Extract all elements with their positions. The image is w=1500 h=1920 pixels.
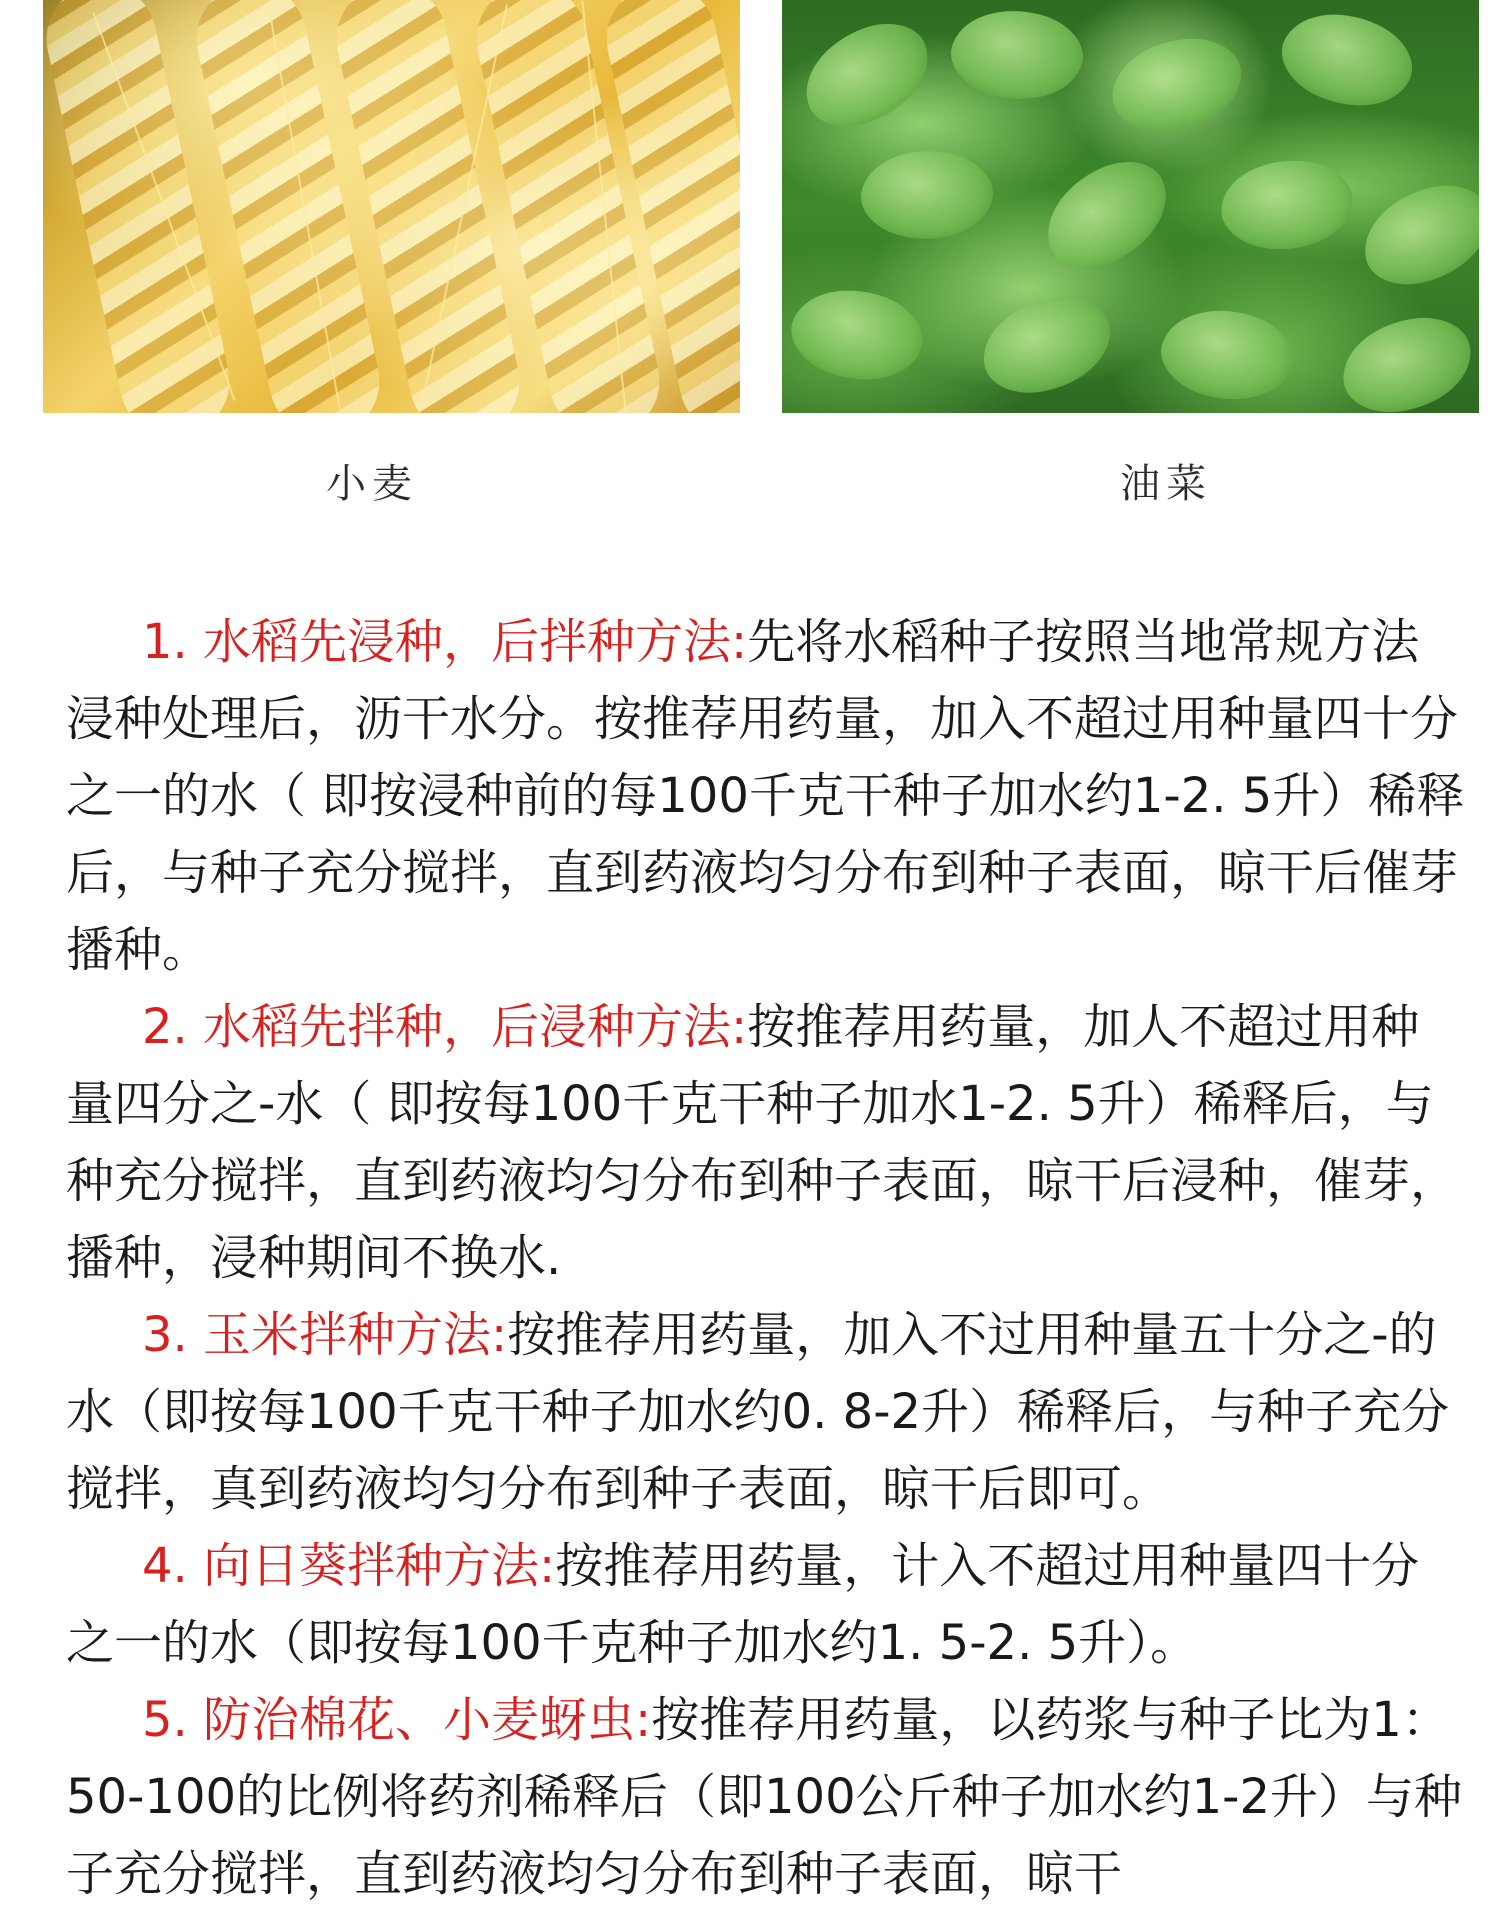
instruction-paragraph	[66, 1528, 1466, 1682]
instruction-text: 按推荐用药量，加人不超过用种量四分之-水（ 即按每100千克干种子加水1-2. 5升）稀释后，与种充分搅拌，直到药液均匀分布到种子表面，晾干后浸种，催芽，播种，浸种期间不换水.	[66, 999, 1459, 1286]
instruction-heading: 4. 向日葵拌种方法:	[142, 1538, 556, 1594]
instruction-paragraph	[66, 1682, 1466, 1913]
instruction-paragraph	[66, 604, 1466, 989]
instruction-paragraph	[66, 989, 1466, 1297]
instruction-text: 按推荐用药量，计入不超过用种量四十分之一的水（即按每100千克种子加水约1. 5-2. 5升）。	[66, 1538, 1420, 1671]
wheat-photo	[43, 0, 740, 413]
spinach-caption: 油菜	[1120, 461, 1212, 507]
instruction-paragraph	[66, 1297, 1466, 1528]
instruction-heading: 2. 水稻先拌种，后浸种方法:	[142, 999, 748, 1055]
instruction-heading: 5. 防治棉花、小麦蚜虫:	[142, 1692, 652, 1748]
spinach-photo	[782, 0, 1479, 413]
instruction-heading: 3. 玉米拌种方法:	[142, 1307, 508, 1363]
instruction-heading: 1. 水稻先浸种，后拌种方法:	[142, 614, 748, 670]
instruction-text: 按推荐用药量，加入不过用种量五十分之-的水（即按每100千克干种子加水约0. 8-2升）稀释后，与种子充分搅拌，真到药液均匀分布到种子表面，晾干后即可。	[66, 1307, 1450, 1517]
instruction-text: 按推荐用药量，以药浆与种子比为1：50-100的比例将药剂稀释后（即100公斤种子加水约1-2升）与种子充分搅拌，直到药液均匀分布到种子表面，晾干	[66, 1692, 1463, 1902]
instruction-text: 先将水稻种子按照当地常规方法浸种处理后，沥干水分。按推荐用药量，加入不超过用种量四十分之一的水（ 即按浸种前的每100千克干种子加水约1-2. 5升）稀释后，与种子充分搅拌，直到药液均匀分布到种子表面，晾干后催芽播种。	[66, 614, 1465, 978]
wheat-caption: 小麦	[326, 461, 418, 507]
instructions-body	[66, 604, 1466, 1913]
